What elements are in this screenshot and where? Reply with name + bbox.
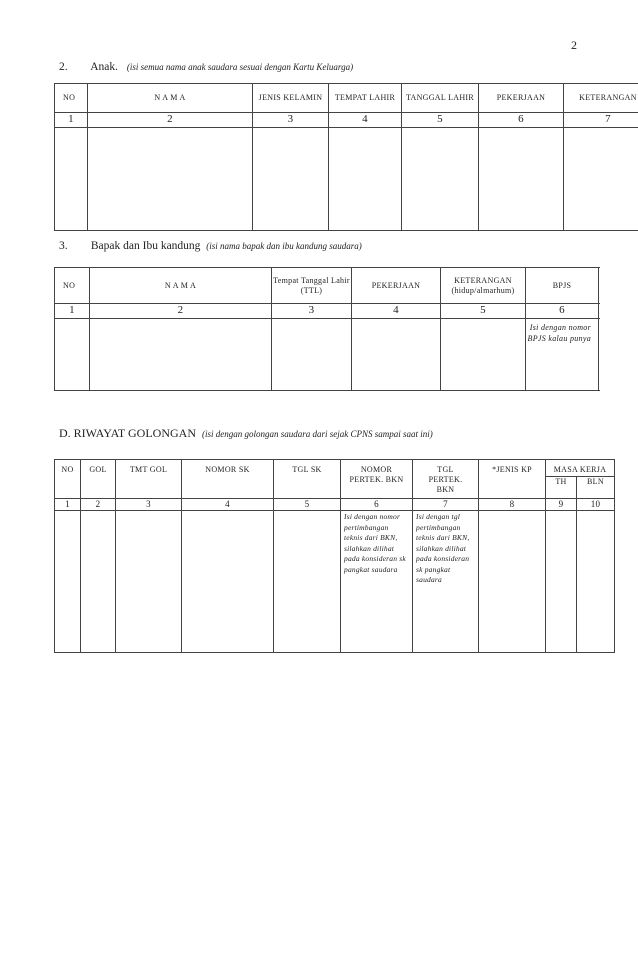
section-title: D. RIWAYAT GOLONGAN [59,426,197,440]
entry-cell[interactable] [81,511,116,653]
column-number: 2 [81,499,116,511]
entry-cell[interactable] [479,511,546,653]
column-number: 5 [402,113,479,128]
section-note: (isi semua nama anak saudara sesuai dengan Kartu Keluarga) [126,62,354,72]
header-subcell: TH [546,477,577,499]
column-number: 4 [329,113,402,128]
column-number: 7 [413,499,479,511]
entry-cell[interactable] [479,127,564,230]
column-number-row [55,304,599,319]
column-number: 9 [546,499,577,511]
header-cell: N A M A [88,84,253,113]
entry-cell[interactable] [577,511,615,653]
column-number: 3 [253,113,329,128]
column-number: 7 [564,113,638,128]
golongan-table [54,459,615,653]
column-number: 3 [272,304,352,319]
entry-cell[interactable] [182,511,274,653]
entry-cell[interactable] [90,318,272,390]
column-number: 10 [577,499,615,511]
column-number: 4 [352,304,441,319]
column-number: 3 [116,499,182,511]
header-row [55,84,638,113]
header-cell: BPJS [526,268,599,304]
header-cell: KETERANGAN [564,84,638,113]
header-cell-keterangan [441,268,526,304]
column-number-row [55,113,638,128]
column-number: 6 [526,304,599,319]
empty-entry-row [55,511,615,653]
header-cell: TEMPAT LAHIR [329,84,402,113]
header-sublabel: (hidup/almarhum) [451,285,515,295]
section-note: (isi nama bapak dan ibu kandung saudara) [206,241,362,251]
orangtua-table [54,267,599,391]
column-number: 1 [55,499,81,511]
header-cell: TGL SK [274,460,341,499]
entry-cell[interactable] [546,511,577,653]
pertek-number-note: Isi dengan nomor pertimbangan teknis dari BKN, silahkan dilihat pada konsideran sk pangkat saudara [341,511,413,653]
bpjs-note: Isi dengan nomor BPJS kalau punya [526,318,599,390]
header-row [55,460,615,477]
column-number: 4 [182,499,274,511]
section-note: (isi dengan golongan saudara dari sejak CPNS sampai saat ini) [202,429,433,439]
header-cell: TANGGAL LAHIR [402,84,479,113]
entry-cell[interactable] [55,127,88,230]
entry-cell[interactable] [352,318,441,390]
entry-cell[interactable] [564,127,638,230]
page-number: 2 [571,38,577,52]
header-row [55,268,599,304]
section-anak-heading [59,61,353,73]
column-number: 1 [55,113,88,128]
column-number: 6 [341,499,413,511]
entry-cell[interactable] [272,318,352,390]
header-cell: JENIS KELAMIN [253,84,329,113]
header-cell: NOMOR SK [182,460,274,499]
section-number: 3. [59,240,68,252]
header-cell: NO [55,460,81,499]
header-cell: N A M A [90,268,272,304]
section-title: Anak. [90,61,119,73]
header-subcell: BLN [577,477,615,499]
entry-cell[interactable] [253,127,329,230]
entry-cell[interactable] [55,318,90,390]
section-title: Bapak dan Ibu kandung [90,240,201,252]
section-number: 2. [59,61,68,73]
header-cell: TGL PERTEK. BKN [413,460,479,499]
section-golongan-heading [59,426,433,441]
column-number: 5 [441,304,526,319]
entry-cell[interactable] [329,127,402,230]
pertek-date-note: Isi dengan tgl pertimbangan teknis dari BKN, silahkan dilihat pada konsideran sk pangkat saudara [413,511,479,653]
anak-table [54,83,638,231]
entry-cell[interactable] [402,127,479,230]
column-number: 8 [479,499,546,511]
header-label: KETERANGAN [454,275,512,285]
header-cell: MASA KERJA [546,460,615,477]
column-number: 5 [274,499,341,511]
header-cell: TMT GOL [116,460,182,499]
header-cell: PEKERJAAN [479,84,564,113]
entry-cell[interactable] [116,511,182,653]
header-cell: NO [55,268,90,304]
empty-entry-row [55,318,599,390]
column-number: 1 [55,304,90,319]
column-number: 2 [90,304,272,319]
header-cell: Tempat Tanggal Lahir (TTL) [272,268,352,304]
header-cell: NO [55,84,88,113]
entry-cell[interactable] [274,511,341,653]
header-cell: PEKERJAAN [352,268,441,304]
header-cell: *JENIS KP [479,460,546,499]
column-number: 2 [88,113,253,128]
entry-cell[interactable] [441,318,526,390]
entry-cell[interactable] [55,511,81,653]
header-cell: NOMOR PERTEK. BKN [341,460,413,499]
section-orangtua-heading [59,240,362,252]
entry-cell[interactable] [88,127,253,230]
header-cell: GOL [81,460,116,499]
empty-entry-row [55,127,638,230]
column-number: 6 [479,113,564,128]
column-number-row [55,499,615,511]
